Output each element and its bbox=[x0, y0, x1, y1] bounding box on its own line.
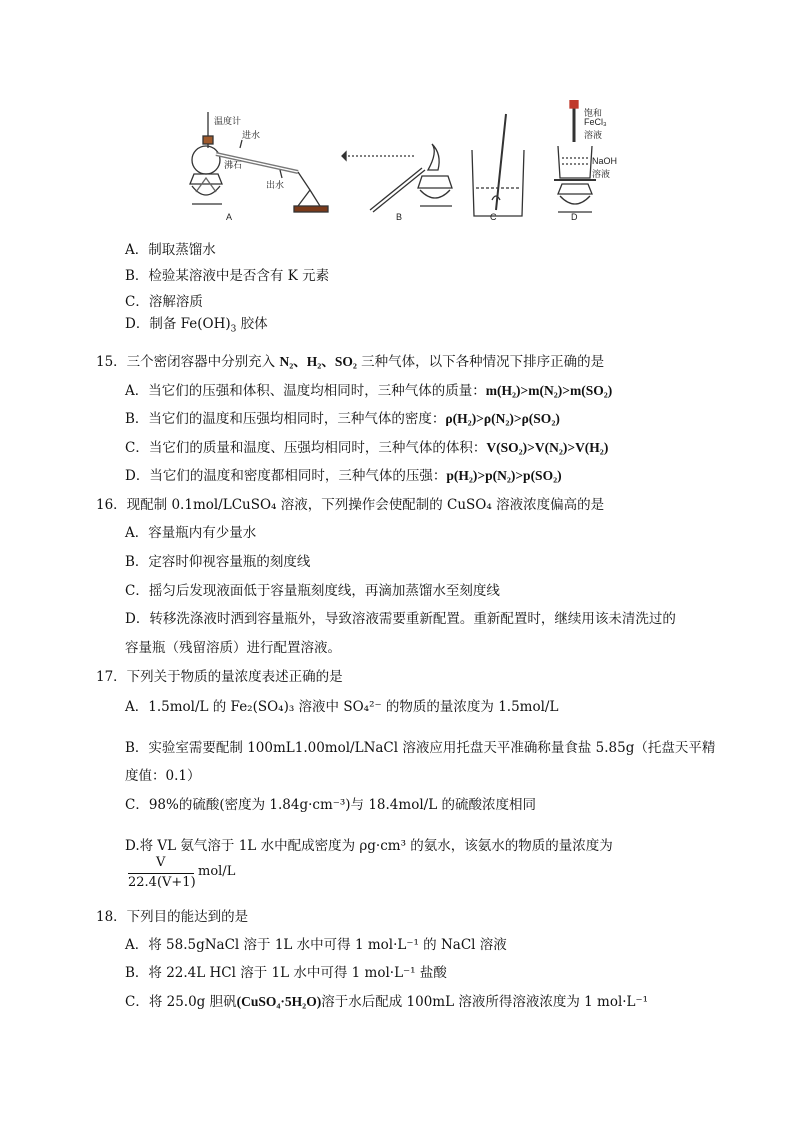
q18-option-c-text-2: 溶于水后配成 100mL 溶液所得溶液浓度为 1 mol·L⁻¹ bbox=[321, 994, 649, 1010]
label-A: A bbox=[226, 212, 233, 222]
label-boiling-stone: 沸石 bbox=[224, 160, 243, 170]
q16-stem: 16．现配制 0.1mol/LCuSO₄ 溶液，下列操作会使配制的 CuSO₄ 溶液浓度偏高的是 bbox=[96, 497, 605, 513]
label-D: D bbox=[571, 212, 578, 222]
q14-option-d bbox=[125, 314, 268, 334]
q15-stem-text-2: 三种气体，以下各种情况下排序正确的是 bbox=[356, 354, 605, 370]
apparatus-figure bbox=[170, 100, 630, 228]
label-fecl3-solution: 溶液 bbox=[584, 130, 603, 140]
q17-option-d: D.将 VL 氨气溶于 1L 水中配成密度为 ρg·cm³ 的氨水，该氨水的物质的量浓度为 bbox=[125, 838, 613, 854]
q15-option-d-text: D．当它们的温度和密度都相同时，三种气体的压强： bbox=[125, 468, 447, 484]
q15-option-c-text: C．当它们的质量和温度、压强均相同时，三种气体的体积： bbox=[125, 440, 487, 456]
q17-stem: 17．下列关于物质的量浓度表述正确的是 bbox=[96, 669, 343, 685]
q14-option-d-suffix: 胶体 bbox=[236, 316, 268, 332]
q16-option-c: C．摇匀后发现液面低于容量瓶刻度线，再滴加蒸馏水至刻度线 bbox=[125, 583, 500, 599]
q15-option-a-formula: m(H₂)>m(N₂)>m(SO₂) bbox=[485, 383, 613, 398]
label-C: C bbox=[490, 212, 497, 222]
fraction-unit: mol/L bbox=[198, 864, 236, 879]
fraction-numerator: V bbox=[156, 855, 166, 870]
q14-option-a: A．制取蒸馏水 bbox=[125, 242, 216, 258]
q15-option-b bbox=[125, 409, 560, 429]
q16-option-a: A．容量瓶内有少量水 bbox=[125, 525, 257, 541]
q17-option-b-line-1: B．实验室需要配制 100mL1.00mol/LNaCl 溶液应用托盘天平准确称量食盐 5.85g（托盘天平精 bbox=[125, 740, 716, 756]
q15-option-c bbox=[125, 438, 608, 458]
fraction-bar bbox=[128, 873, 194, 874]
q16-option-b: B．定容时仰视容量瓶的刻度线 bbox=[125, 554, 311, 570]
q14-option-b: B．检验某溶液中是否含有 K 元素 bbox=[125, 268, 330, 284]
q16-option-d-line-2: 容量瓶（残留溶质）进行配置溶液。 bbox=[125, 640, 341, 656]
label-water-out: 出水 bbox=[266, 180, 285, 190]
q18-stem: 18．下列目的能达到的是 bbox=[96, 909, 249, 925]
q17-option-a: A．1.5mol/L 的 Fe₂(SO₄)₃ 溶液中 SO₄²⁻ 的物质的量浓度为 1.5mol/L bbox=[125, 699, 559, 715]
q15-option-d bbox=[125, 466, 562, 486]
q15-option-b-text: B．当它们的温度和压强均相同时，三种气体的密度： bbox=[125, 411, 446, 427]
q18-option-c-text: C．将 25.0g 胆矾 bbox=[125, 994, 237, 1010]
q15-option-a-text: A．当它们的压强和体积、温度均相同时，三种气体的质量： bbox=[125, 383, 486, 399]
label-naoh: NaOH bbox=[592, 156, 618, 166]
label-naoh-solution: 溶液 bbox=[592, 169, 611, 179]
label-water-in: 进水 bbox=[242, 130, 261, 140]
label-saturated: 饱和 bbox=[584, 108, 603, 118]
fraction-denominator: 22.4(V+1) bbox=[128, 875, 196, 890]
q16-option-d-line-1: D．转移洗涤液时洒到容量瓶外，导致溶液需要重新配置。重新配置时，继续用该未清洗过的 bbox=[125, 611, 676, 627]
q15-option-c-formula: V(SO₂)>V(N₂)>V(H₂) bbox=[486, 440, 609, 455]
q15-option-b-formula: ρ(H₂)>ρ(N₂)>ρ(SO₂) bbox=[445, 411, 560, 426]
q14-option-c: C．溶解溶质 bbox=[125, 294, 203, 310]
q15-stem-text: 15．三个密闭容器中分别充入 bbox=[96, 354, 280, 370]
q15-option-d-formula: p(H₂)>p(N₂)>p(SO₂) bbox=[446, 468, 562, 483]
q18-option-a: A．将 58.5gNaCl 溶于 1L 水中可得 1 mol·L⁻¹ 的 NaCl 溶液 bbox=[125, 937, 507, 953]
q17-option-b-line-2: 度值：0.1） bbox=[125, 768, 201, 784]
label-B: B bbox=[396, 212, 403, 222]
label-thermometer: 温度计 bbox=[214, 116, 242, 126]
q18-option-b: B．将 22.4L HCl 溶于 1L 水中可得 1 mol·L⁻¹ 盐酸 bbox=[125, 965, 447, 981]
label-fecl3: FeCl₃ bbox=[584, 117, 607, 127]
q15-stem bbox=[96, 352, 604, 372]
q17-option-c: C．98%的硫酸(密度为 1.84g·cm⁻³)与 18.4mol/L 的硫酸浓度相同 bbox=[125, 797, 536, 813]
q15-option-a bbox=[125, 381, 612, 401]
q14-option-d-subscript: 3 bbox=[230, 324, 237, 335]
q14-option-d-text: D．制备 Fe(OH) bbox=[125, 316, 231, 332]
q18-option-c bbox=[125, 992, 648, 1012]
q18-option-c-formula: (CuSO₄·5H₂O) bbox=[236, 994, 322, 1009]
q15-stem-gases: N₂、H₂、SO₂ bbox=[279, 354, 357, 369]
